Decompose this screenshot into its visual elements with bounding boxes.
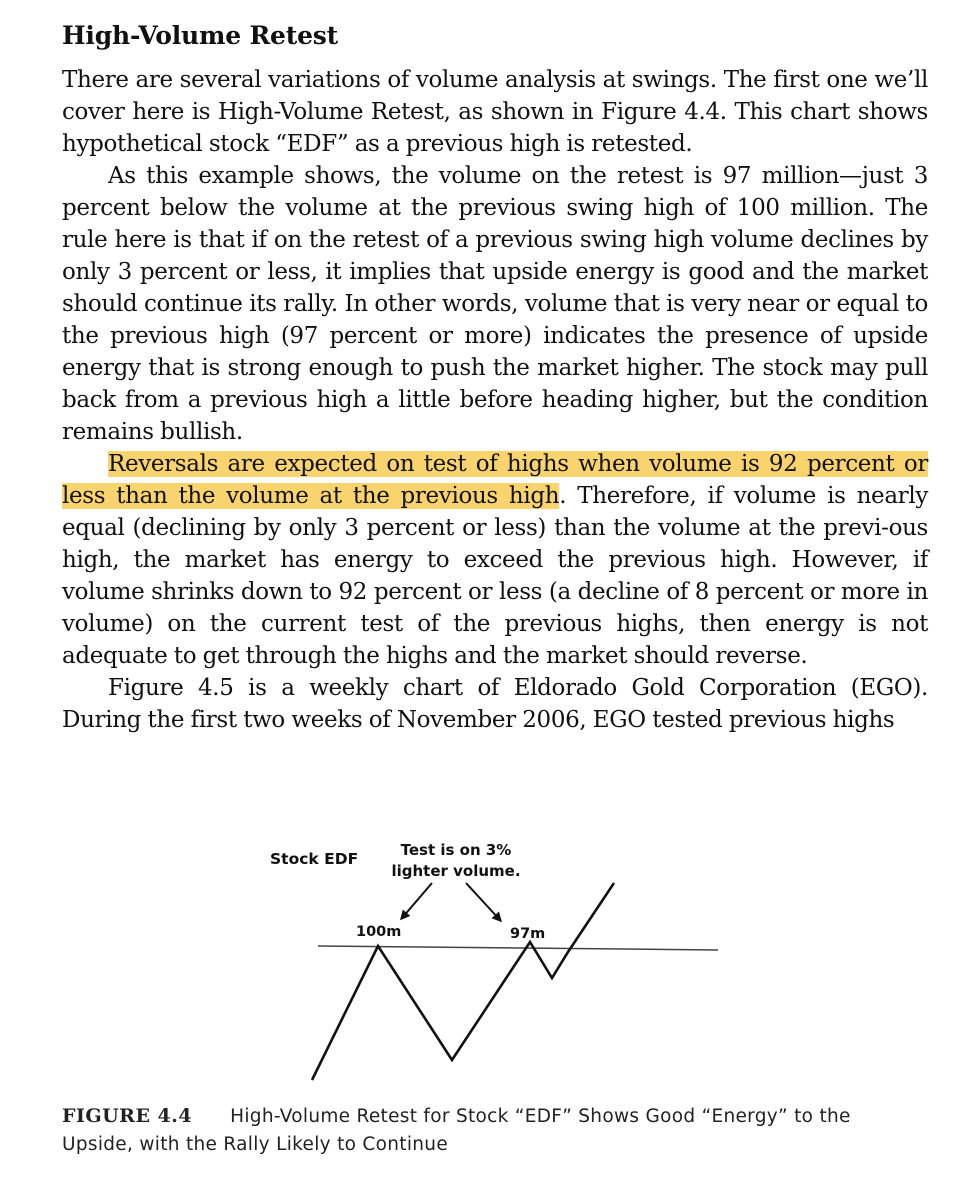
figure-caption-label: FIGURE 4.4: [62, 1105, 193, 1127]
arrow-to-retest: [466, 883, 500, 920]
highlighted-sentence[interactable]: Reversals are expected on test of highs when volume is 92 percent or less than the volume at the previous high: [62, 451, 928, 509]
label-retest: 97m: [510, 926, 546, 942]
paragraph-3-rest: . Therefore, if volume is nearly equal (declining by only 3 percent or less) than the volume at the previ-ous high, the market has energy to exceed the previous high. However, if volume shrinks down to 92 percent or less (a decline of 8 percent or more in volume) on the current test of the previous highs, then energy is not adequate to get through the highs and the market should reverse.: [62, 483, 928, 669]
previous-high-line: [318, 946, 718, 950]
book-page: [62, 18, 928, 736]
price-path: [312, 883, 614, 1080]
paragraph-1: There are several variations of volume analysis at swings. The first one we’ll cover here is High-Volume Retest, as shown in Figure 4.4. This chart shows hypothetical stock “EDF” as a previous high is retested.: [62, 67, 928, 157]
label-first-high: 100m: [356, 924, 402, 940]
paragraph-2: As this example shows, the volume on the retest is 97 million—just 3 percent below the volume at the previous swing high of 100 million. The rule here is that if on the retest of a previous swing high volume declines by only 3 percent or less, it implies that upside energy is good and the market should continue its rally. In other words, volume that is very near or equal to the previous high (97 percent or more) indicates the presence of upside energy that is strong enough to push the market higher. The stock may pull back from a previous high a little before heading higher, but the condition remains bullish.: [62, 163, 928, 445]
annotation-line-1: Test is on 3%: [400, 841, 512, 859]
stock-label: Stock EDF: [270, 850, 359, 868]
arrow-to-first-high: [402, 883, 432, 918]
annotation-line-2: lighter volume.: [391, 862, 521, 880]
paragraph-4: Figure 4.5 is a weekly chart of Eldorado Gold Corporation (EGO). During the first two weeks of November 2006, EGO tested previous highs: [62, 675, 928, 733]
figure-caption-text: High-Volume Retest for Stock “EDF” Shows Good “Energy” to the Upside, with the Rally Likely to Continue: [62, 1106, 851, 1155]
figure-caption: [62, 1102, 928, 1159]
paragraph-3: [62, 448, 928, 672]
section-title: High-Volume Retest: [62, 21, 339, 50]
